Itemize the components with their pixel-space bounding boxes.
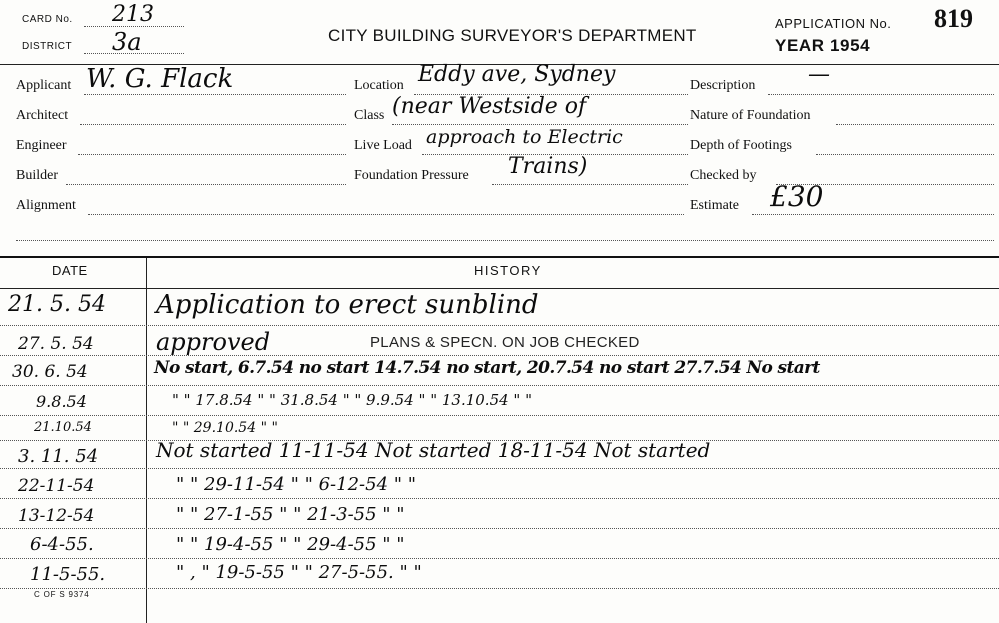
history-date: 21.10.54 [34,420,92,435]
checked-by-label: Checked by [690,168,757,183]
depth-footings-line [816,154,994,155]
foundation-pressure-value: Trains) [508,154,588,179]
location-value: Eddy ave, Sydney [418,62,616,87]
description-value: — [808,62,830,87]
history-date: 9.8.54 [36,392,87,411]
applicant-label: Applicant [16,78,72,93]
date-header: DATE [52,263,88,278]
history-date: 22-11-54 [18,476,95,496]
history-entry: Application to erect sunblind [156,290,539,320]
history-entry: " " 29.10.54 " " [172,420,278,436]
estimate-line [752,214,994,215]
architect-line [80,124,346,125]
application-label: APPLICATION No. [775,16,892,31]
architect-label: Architect [16,108,69,123]
history-entry: Not started 11-11-54 Not started 18-11-54 Not started [156,438,711,462]
history-date: 6-4-55. [30,534,94,555]
history-header: HISTORY [474,263,542,278]
class-line [392,124,688,125]
live-load-value: approach to Electric [426,126,623,148]
history-date: 3. 11. 54 [18,446,99,467]
district-value: 3a [112,28,142,56]
district-label: DISTRICT [22,41,73,52]
row-rule [0,355,999,356]
table-top-rule [0,256,999,258]
history-entry: " " 19-4-55 " " 29-4-55 " " [176,534,405,555]
history-entry: " " 29-11-54 " " 6-12-54 " " [176,474,417,495]
engineer-label: Engineer [16,138,67,153]
history-date: 13-12-54 [18,506,95,526]
depth-footings-label: Depth of Footings [690,138,792,153]
card-no-label: CARD No. [22,14,73,25]
history-date: 11-5-55. [30,564,106,585]
checked-stamp: PLANS & SPECN. ON JOB CHECKED [370,334,640,351]
row-rule [0,415,999,416]
department-title: CITY BUILDING SURVEYOR'S DEPARTMENT [328,26,697,45]
history-date: 30. 6. 54 [12,362,88,382]
history-date: 27. 5. 54 [18,334,94,354]
row-rule [0,498,999,499]
nature-foundation-line [836,124,994,125]
builder-label: Builder [16,168,58,183]
description-line [768,94,994,95]
row-rule [0,558,999,559]
form-code: C OF S 9374 [34,590,90,599]
engineer-line [78,154,346,155]
estimate-value: £30 [770,180,824,213]
history-entry: " " 27-1-55 " " 21-3-55 " " [176,504,405,525]
live-load-label: Live Load [354,138,412,153]
location-label: Location [354,78,404,93]
row-rule [0,325,999,326]
builder-line [66,184,346,185]
history-entry: " " 17.8.54 " " 31.8.54 " " 9.9.54 " " 13.10.54 " " [172,391,532,409]
blank-line [16,240,994,241]
applicant-line [84,94,346,95]
history-entry: No start, 6.7.54 no start 14.7.54 no start, 20.7.54 no start 27.7.54 No start [154,358,820,378]
card-no-value: 213 [112,2,154,27]
history-entry: approved [156,328,271,356]
description-label: Description [690,78,756,93]
row-rule [0,528,999,529]
row-rule [0,468,999,469]
row-rule [0,588,999,589]
row-rule [0,385,999,386]
foundation-pressure-line [492,184,688,185]
estimate-label: Estimate [690,198,739,213]
year-label: YEAR 1954 [775,36,871,55]
nature-foundation-label: Nature of Foundation [690,108,811,123]
foundation-pressure-label: Foundation Pressure [354,168,469,183]
history-entry: " , " 19-5-55 " " 27-5-55. " " [176,562,422,583]
alignment-line [88,214,684,215]
table-header-rule [0,288,999,289]
class-label: Class [354,108,385,123]
application-number: 819 [934,4,973,33]
alignment-label: Alignment [16,198,76,213]
class-value: (near Westside of [392,94,587,119]
applicant-value: W. G. Flack [86,64,234,94]
history-date: 21. 5. 54 [8,292,106,317]
